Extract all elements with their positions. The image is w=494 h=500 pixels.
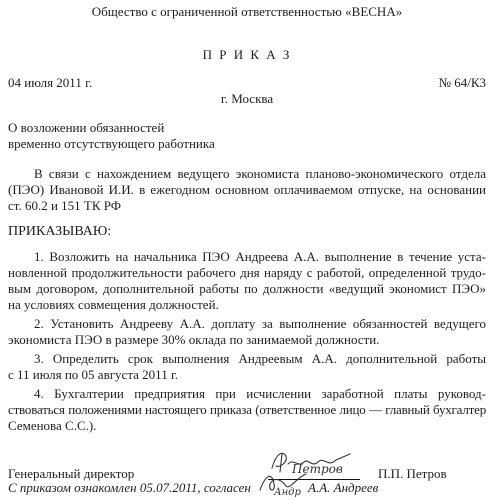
employee-signature-text: Андр — [274, 487, 301, 498]
order-item-line: новленной продолжительности рабочего дня наряду с работой, определенной трудо- — [8, 265, 486, 280]
acknowledgement-text: С приказом ознакомлен 05.07.2011, согласен — [8, 480, 251, 495]
order-item-line: 3. Определить срок выполнения Андреевым А.А. дополнительной работы — [34, 351, 486, 366]
organization-name: Общество с ограниченной ответственностью «ВЕСНА» — [91, 4, 403, 19]
director-signature-text: Петров — [292, 462, 343, 476]
subject-line: О возложении обязанностей — [8, 120, 165, 135]
order-item-line: 2. Установить Андрееву А.А. доплату за выполнение обязанностей ведущего — [34, 316, 486, 331]
director-name: П.П. Петров — [378, 466, 447, 481]
order-item-line: Семенова С.С.). — [8, 418, 97, 433]
order-item-line: вым договором, дополнительной работы по должности «ведущий экономист ПЭО» — [8, 281, 486, 296]
order-item-line: 1. Возложить на начальника ПЭО Андреева А.А. выполнение в течение уста- — [34, 249, 486, 264]
preamble-line: ст. 60.2 и 151 ТК РФ — [8, 198, 122, 213]
preamble-line: (ПЭО) Ивановой И.И. в ежегодном основном оплачиваемом отпуске, на основании — [8, 182, 486, 197]
order-item-line: ствоваться положениями настоящего приказа (ответственное лицо — главный бухгалтер — [8, 402, 486, 417]
order-item-line: на условиях совмещения должностей. — [8, 297, 219, 312]
city: г. Москва — [220, 91, 274, 106]
subject-line: временно отсутствующего работника — [8, 136, 215, 151]
document-number: № 64/К3 — [438, 75, 486, 90]
document-date: 04 июля 2011 г. — [8, 75, 93, 90]
employee-signature — [256, 470, 310, 498]
preamble-line: В связи с нахождением ведущего экономиста планово-экономического отдела — [34, 166, 486, 181]
order-item-line: экономиста ПЭО в размере 30% оклада по занимаемой должности. — [8, 332, 380, 347]
document-type: П Р И К А З — [202, 47, 292, 62]
order-word: ПРИКАЗЫВАЮ: — [8, 224, 112, 239]
order-item-line: с 11 июля по 05 августа 2011 г. — [8, 367, 179, 382]
employee-name: А.А. Андреев — [308, 480, 379, 495]
order-item-line: 4. Бухгалтерии предприятия при исчислении заработной платы руковод- — [34, 386, 486, 401]
director-title: Генеральный директор — [8, 466, 135, 481]
